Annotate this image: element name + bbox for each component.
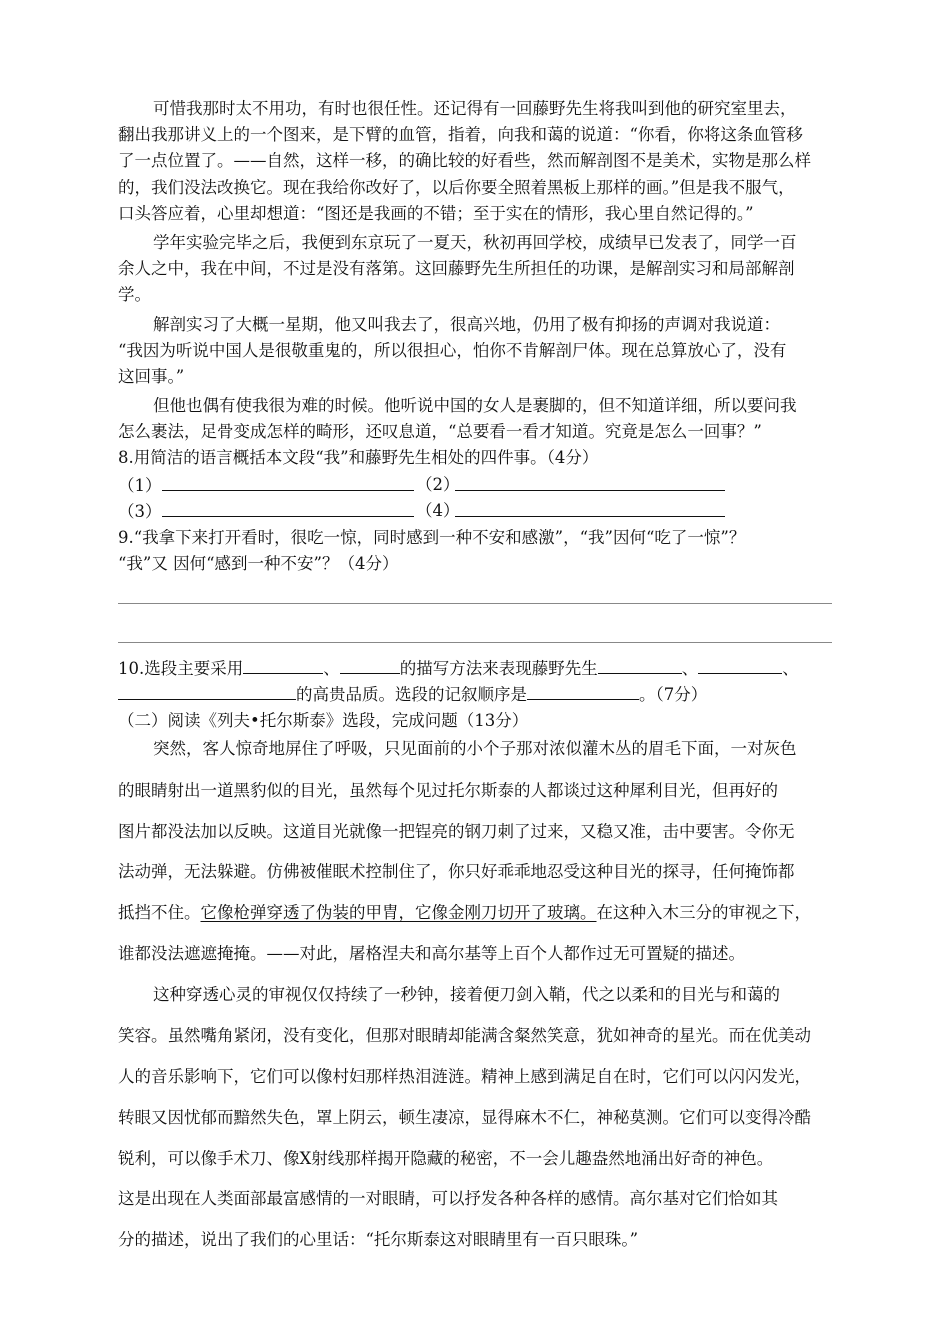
passage1-p3-line2: “我因为听说中国人是很敬重鬼的，所以很担心，怕你不肯解剖尸体。现在总算放心了，没有 [118,341,787,360]
question-10-line1 [118,657,838,680]
section2-p2-line4: 转眼又因忧郁而黯然失色，罩上阴云，顿生凄凉，显得麻木不仁，神秘莫测。它们可以变得冷酷 [118,1108,811,1127]
section2-p1-line6: 谁都没法遮遮掩掩。——对此，屠格涅夫和高尔基等上百个人都作过无可置疑的描述。 [118,944,745,963]
section2-p1-line3: 图片都没法加以反映。这道目光就像一把锃亮的钢刀刺了过来，又稳又准，击中要害。令你无 [118,822,795,841]
line5-pre: 抵挡不住。 [118,903,201,922]
question-10-text-f: 的高贵品质。选段的记叙顺序是 [296,685,527,704]
question-10-text-b: 、 [323,659,340,678]
question-10-text-d: 、 [681,659,699,678]
answer-label-4: （4） [416,501,460,520]
section2-p1-line4: 法动弹，无法躲避。仿佛被催眠术控制住了，你只好乖乖地忍受这种目光的探寻，任何掩饰都 [118,862,795,881]
passage1-p1-line3: 了一点位置了。——自然，这样一移，的确比较的好看些，然而解剖图不是美术，实物是那么样 [118,151,811,170]
question-8-row-1 [118,474,838,497]
answer-blank-4[interactable] [455,500,725,517]
question-9-line2: “我”又 因何“感到一种不安”？（4分） [118,554,399,573]
question-9-line1: 9.“我拿下来打开看时，很吃一惊，同时感到一种不安和感激”，“我”因何“吃了一惊”？ [118,528,746,547]
section2-p2-line1: 这种穿透心灵的审视仅仅持续了一秒钟，接着便刀剑入鞘，代之以柔和的目光与和蔼的 [153,985,780,1004]
answer-blank-2[interactable] [455,474,725,491]
blank-10-4[interactable] [698,657,782,674]
answer-blank-3[interactable] [162,500,414,517]
passage1-p4-line1: 但他也偶有使我很为难的时候。他听说中国的女人是裹脚的，但不知道详细，所以要问我 [153,396,797,415]
answer-label-3: （3） [118,502,162,521]
answer-label-2: （2） [416,475,460,494]
blank-10-1[interactable] [243,657,323,674]
section2-p1-line5 [118,902,838,924]
passage1-p1-line5: 口头答应着，心里却想道：“图还是我画的不错；至于实在的情形，我心里自然记得的。” [118,204,754,223]
passage1-p1-line1: 可惜我那时太不用功，有时也很任性。还记得有一回藤野先生将我叫到他的研究室里去， [153,99,797,118]
passage1-p2-line1: 学年实验完毕之后，我便到东京玩了一夏天，秋初再回学校，成绩早已发表了，同学一百 [153,233,797,252]
section2-p1-line1: 突然，客人惊奇地屏住了呼吸，只见面前的小个子那对浓似灌木丛的眉毛下面，一对灰色 [153,739,797,758]
question-8-row-2 [118,500,838,523]
section2-p2-line7: 分的描述，说出了我们的心里话：“托尔斯泰这对眼睛里有一百只眼珠。” [118,1230,639,1249]
blank-10-3[interactable] [598,657,682,674]
question-10-text-c: 的描写方法来表现藤野先生 [399,659,598,678]
line5-post: 在这种入木三分的审视之下， [596,903,811,922]
section-2-heading: （二）阅读《列夫•托尔斯泰》选段，完成问题（13分） [118,711,529,730]
answer-line-9b[interactable] [118,642,832,643]
passage1-p4-line2: 怎么裹法，足骨变成怎样的畸形，还叹息道，“总要看一看才知道。究竟是怎么一回事？” [118,422,762,441]
section2-p2-line3: 人的音乐影响下，它们可以像村妇那样热泪涟涟。精神上感到满足自在时，它们可以闪闪发光， [118,1067,811,1086]
passage1-p2-line3: 学。 [118,285,151,304]
passage1-p3-line1: 解剖实习了大概一星期，他又叫我去了，很高兴地，仍用了极有抑扬的声调对我说道： [153,315,780,334]
underlined-sentence: 它像枪弹穿透了伪装的甲胄，它像金刚刀切开了玻璃。 [200,903,597,922]
section2-p2-line2: 笑容。虽然嘴角紧闭，没有变化，但那对眼睛却能满含粲然笑意，犹如神奇的星光。而在优美动 [118,1026,811,1045]
passage1-p2-line2: 余人之中，我在中间，不过是没有落第。这回藤野先生所担任的功课，是解剖实习和局部解剖 [118,259,795,278]
question-10-line2 [118,683,838,706]
question-10-text-a: 10.选段主要采用 [118,659,244,678]
question-10-text-g: 。（7分） [639,685,708,704]
passage1-p1-line2: 翻出我那讲义上的一个图来，是下臂的血管，指着，向我和蔼的说道：“你看，你将这条血管移 [118,125,803,144]
answer-label-1: （1） [118,476,162,495]
section2-p1-line2: 的眼睛射出一道黑豹似的目光，虽然每个见过托尔斯泰的人都谈过这种犀利目光，但再好的 [118,781,778,800]
answer-blank-1[interactable] [162,474,414,491]
question-10-text-e: 、 [782,659,799,678]
section2-p2-line5: 锐利，可以像手术刀、像X射线那样揭开隐藏的秘密，不一会儿趣盎然地涌出好奇的神色。 [118,1149,774,1168]
blank-10-6[interactable] [527,683,639,700]
passage1-p3-line3: 这回事。” [118,367,185,386]
blank-10-5[interactable] [118,683,296,700]
question-8-stem: 8.用简洁的语言概括本文段“我”和藤野先生相处的四件事。（4分） [118,448,599,467]
section2-p2-line6: 这是出现在人类面部最富感情的一对眼睛，可以抒发各种各样的感情。高尔基对它们恰如其 [118,1189,778,1208]
answer-line-9a[interactable] [118,603,832,604]
blank-10-2[interactable] [340,657,400,674]
passage1-p1-line4: 的，我们没法改换它。现在我给你改好了，以后你要全照着黑板上那样的画。”但是我不服气， [118,178,795,197]
